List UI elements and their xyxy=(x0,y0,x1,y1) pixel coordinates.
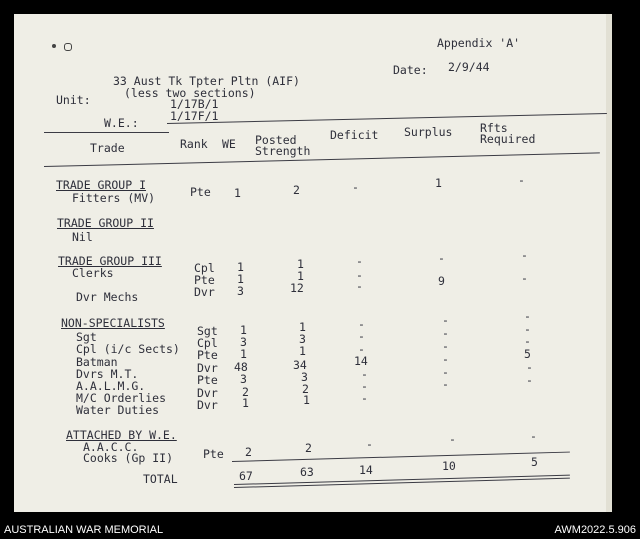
deficit-cell: - xyxy=(356,279,363,293)
deficit-cell: - xyxy=(358,329,365,343)
attached-item: A.A.C.C. xyxy=(83,440,139,454)
surplus-cell: - xyxy=(442,326,449,340)
deficit-cell: - xyxy=(361,379,368,393)
posted-cell: 1 xyxy=(299,344,306,358)
deficit-cell: - xyxy=(356,268,363,282)
total-deficit: 14 xyxy=(359,463,373,477)
total-we: 67 xyxy=(239,469,253,483)
surplus-cell: - xyxy=(438,251,445,265)
posted-cell: 2 xyxy=(293,183,300,197)
we-cell: 3 xyxy=(240,335,247,349)
we-cell: 3 xyxy=(237,284,244,298)
footer-accession: AWM2022.5.906 xyxy=(554,524,636,536)
list-item: Batman xyxy=(76,355,118,369)
col-deficit: Deficit xyxy=(330,128,379,142)
rfts-cell: - xyxy=(524,309,531,323)
trade-group-3-item: Clerks xyxy=(72,266,114,280)
footer-bar xyxy=(0,520,640,539)
rank-cell: Pte xyxy=(194,273,215,287)
ink-mark xyxy=(52,44,56,48)
deficit-cell: - xyxy=(358,342,365,356)
total-surplus: 10 xyxy=(442,459,456,473)
list-item: A.A.L.M.G. xyxy=(76,379,146,393)
col-rank: Rank xyxy=(180,137,208,151)
posted-cell: 3 xyxy=(299,332,306,346)
trade-group-2-title: TRADE GROUP II xyxy=(57,216,154,230)
we-cell: 1 xyxy=(237,260,244,274)
date-value: 2/9/44 xyxy=(448,60,490,74)
we-cell: 1 xyxy=(234,186,241,200)
list-item: M/C Orderlies xyxy=(76,391,167,405)
posted-cell: 2 xyxy=(302,382,309,396)
we-cell: 1 xyxy=(240,323,247,337)
surplus-cell: - xyxy=(442,313,449,327)
we-cell: 1 xyxy=(242,396,249,410)
rfts-cell: 5 xyxy=(524,347,531,361)
rank-cell: Pte xyxy=(203,447,224,461)
rank-cell: Dvr xyxy=(197,361,218,375)
rank-cell: Dvr xyxy=(197,386,218,400)
we-cell: 3 xyxy=(240,372,247,386)
we-label: W.E.: xyxy=(104,116,139,130)
trade-group-1-title: TRADE GROUP I xyxy=(56,178,147,192)
deficit-cell: - xyxy=(361,391,368,405)
total-posted: 63 xyxy=(300,465,314,479)
posted-cell: 2 xyxy=(305,441,312,455)
rank-cell: Cpl xyxy=(197,336,218,350)
deficit-cell: 14 xyxy=(354,354,368,368)
surplus-cell: - xyxy=(449,432,456,446)
rule-line xyxy=(44,132,169,133)
list-item: Water Duties xyxy=(76,403,160,417)
we-cell: 2 xyxy=(245,445,252,459)
posted-cell: 3 xyxy=(301,370,308,384)
col-rfts-2: Required xyxy=(480,132,536,146)
rank-cell: Pte xyxy=(190,185,211,199)
unit-qualifier: (less two sections) xyxy=(124,86,256,100)
list-item: Cpl (i/c Sects) xyxy=(76,342,180,356)
we-reference-1: 1/17B/1 xyxy=(170,97,219,111)
rfts-cell: - xyxy=(526,360,533,374)
rfts-cell: - xyxy=(521,248,528,262)
col-surplus: Surplus xyxy=(404,125,453,139)
we-cell: 1 xyxy=(237,272,244,286)
rfts-cell: - xyxy=(530,429,537,443)
trade-group-2-item: Nil xyxy=(72,230,93,244)
deficit-cell: - xyxy=(352,180,359,194)
deficit-cell: - xyxy=(356,254,363,268)
col-rfts-1: Rfts xyxy=(480,121,508,135)
surplus-cell: - xyxy=(442,377,449,391)
posted-cell: 1 xyxy=(303,393,310,407)
unit-label: Unit: xyxy=(56,93,91,107)
trade-group-3-item: Dvr Mechs xyxy=(76,290,139,304)
col-we: WE xyxy=(222,137,236,151)
we-cell: 1 xyxy=(240,347,247,361)
surplus-cell: 1 xyxy=(435,176,442,190)
unit-name: 33 Aust Tk Tpter Pltn (AIF) xyxy=(113,74,300,88)
trade-group-1-item: Fitters (MV) xyxy=(72,191,156,205)
total-rfts: 5 xyxy=(531,455,538,469)
trade-group-3-title: TRADE GROUP III xyxy=(58,254,162,268)
deficit-cell: - xyxy=(358,317,365,331)
rank-cell: Pte xyxy=(197,348,218,362)
rank-cell: Dvr xyxy=(194,285,215,299)
surplus-cell: 9 xyxy=(438,274,445,288)
rfts-cell: - xyxy=(524,334,531,348)
deficit-cell: - xyxy=(361,367,368,381)
rank-cell: Cpl xyxy=(194,261,215,275)
attached-item: Cooks (Gp II) xyxy=(83,451,174,465)
list-item: Dvrs M.T. xyxy=(76,367,139,381)
surplus-cell: - xyxy=(442,352,449,366)
rfts-cell: - xyxy=(518,173,525,187)
rank-cell: Sgt xyxy=(197,324,218,338)
rank-cell: Pte xyxy=(197,373,218,387)
posted-cell: 1 xyxy=(299,320,306,334)
rank-cell: Dvr xyxy=(197,398,218,412)
posted-cell: 34 xyxy=(293,358,307,372)
non-specialists-title: NON-SPECIALISTS xyxy=(61,316,165,330)
total-label: TOTAL xyxy=(143,472,178,486)
rfts-cell: - xyxy=(526,373,533,387)
surplus-cell: - xyxy=(442,339,449,353)
page-edge xyxy=(606,14,612,512)
we-cell: 48 xyxy=(234,360,248,374)
col-posted-2: Strength xyxy=(255,144,311,158)
col-trade: Trade xyxy=(90,141,125,155)
we-reference-2: 1/17F/1 xyxy=(170,109,219,123)
date-label: Date: xyxy=(393,63,428,77)
ink-mark xyxy=(64,43,72,51)
footer-source: AUSTRALIAN WAR MEMORIAL xyxy=(4,524,164,536)
attached-title: ATTACHED BY W.E. xyxy=(66,428,177,442)
rfts-cell: - xyxy=(521,271,528,285)
deficit-cell: - xyxy=(366,437,373,451)
posted-cell: 12 xyxy=(290,281,304,295)
list-item: Sgt xyxy=(76,330,97,344)
rfts-cell: - xyxy=(524,322,531,336)
posted-cell: 1 xyxy=(297,257,304,271)
appendix-label: Appendix 'A' xyxy=(437,36,521,50)
we-cell: 2 xyxy=(242,385,249,399)
col-posted-1: Posted xyxy=(255,133,297,147)
posted-cell: 1 xyxy=(297,269,304,283)
surplus-cell: - xyxy=(442,365,449,379)
